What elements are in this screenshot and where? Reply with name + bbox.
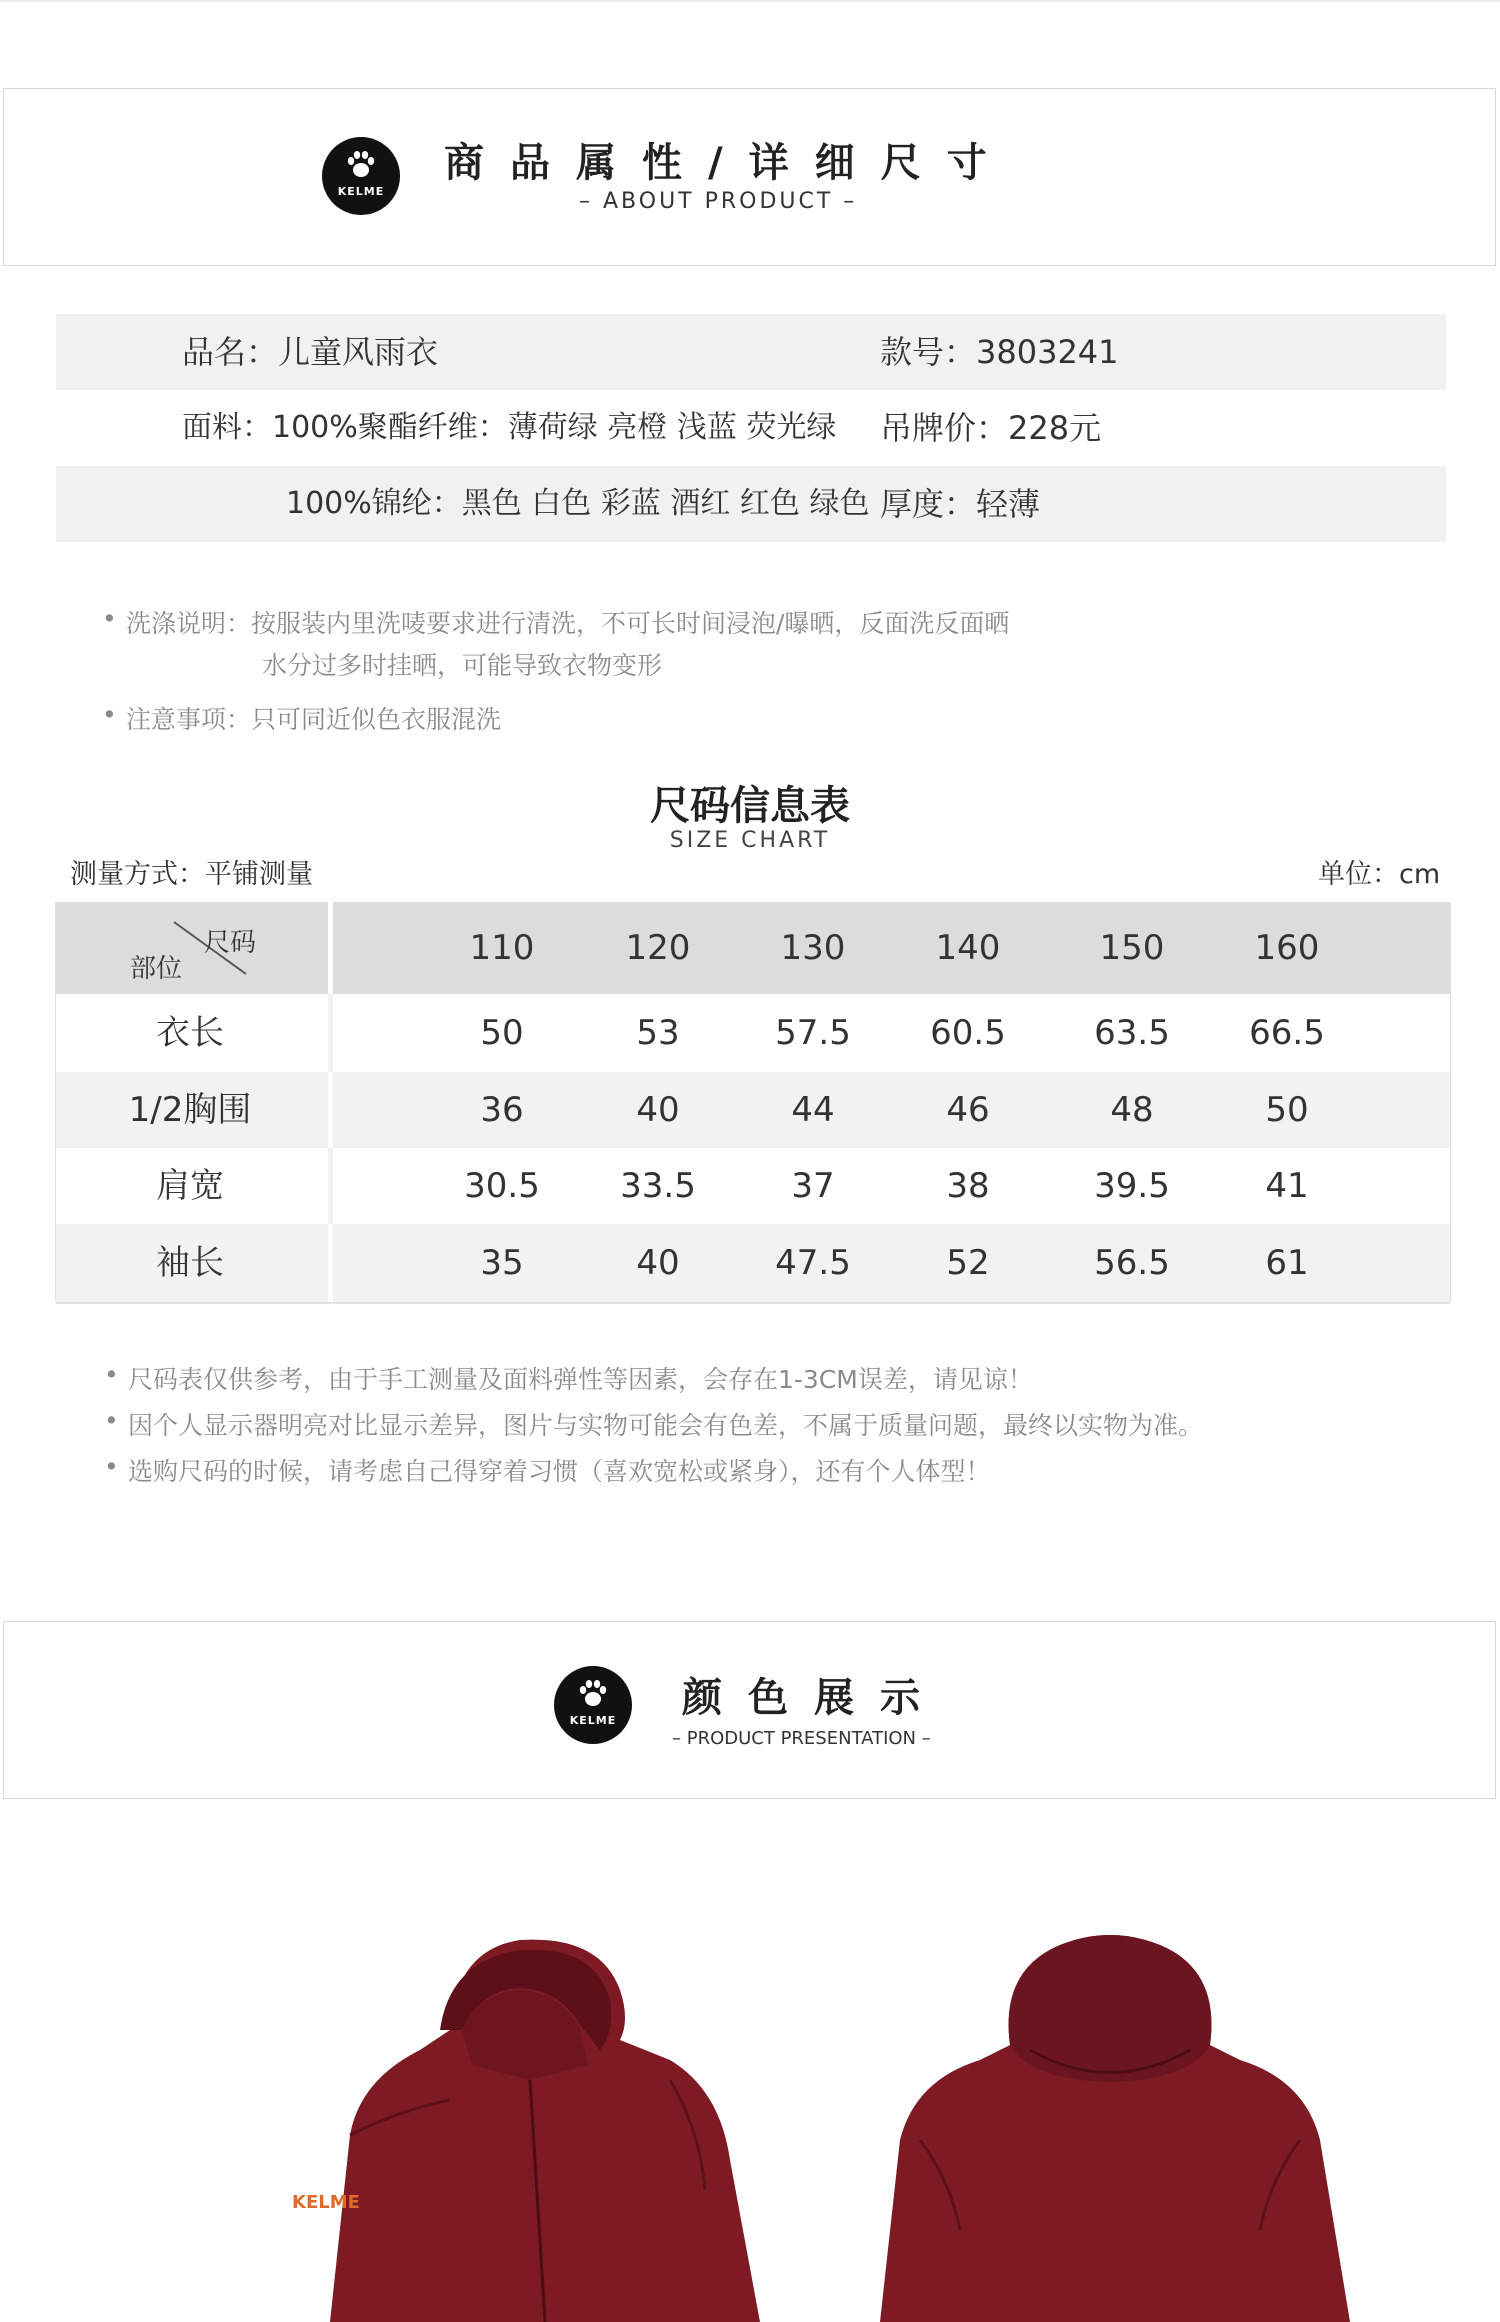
jacket-chest-logo: KELME [292,2192,360,2213]
wash-instructions-cont: 水分过多时挂晒，可能导致衣物变形 [262,651,663,680]
column-separator [328,994,333,1072]
color-display-header [3,1621,1496,1799]
row-label: 肩宽 [156,1166,224,1206]
table-cell: 53 [636,1013,680,1053]
jacket-front-image [200,1930,800,2322]
size-header-cell: 160 [1254,928,1320,968]
size-chart-title: 尺码信息表 [650,783,850,829]
table-cell: 56.5 [1094,1243,1170,1283]
table-cell: 47.5 [775,1243,851,1283]
table-cell: 46 [946,1090,990,1130]
bullet-dot: • [104,1452,119,1481]
product-fabric-2: 100%锦纶：黑色 白色 彩蓝 酒红 红色 绿色 [286,486,870,521]
table-cell: 61 [1265,1243,1309,1283]
disclaimer-item: 尺码表仅供参考，由于手工测量及面料弹性等因素，会存在1-3CM误差，请见谅！ [128,1365,1033,1394]
size-header-cell: 130 [780,928,846,968]
logo-text: KELME [337,185,385,198]
size-header-cell: 120 [625,928,691,968]
wash-instructions: 洗涤说明：按服装内里洗唛要求进行清洗，不可长时间浸泡/曝晒，反面洗反面晒 [126,609,1010,638]
table-cell: 57.5 [775,1013,851,1053]
table-cell: 40 [636,1243,680,1283]
info-row-fabric-2 [56,466,1446,542]
row-label: 1/2胸围 [128,1090,252,1130]
disclaimer-item: 因个人显示器明亮对比显示差异，图片与实物可能会有色差，不属于质量问题，最终以实物为准。 [128,1411,1204,1440]
table-cell: 60.5 [930,1013,1006,1053]
table-cell: 41 [1265,1166,1309,1206]
table-cell: 50 [1265,1090,1309,1130]
table-cell: 36 [480,1090,524,1130]
column-separator [328,902,333,994]
measure-method: 测量方式：平铺测量 [70,859,313,890]
kelme-logo [322,137,400,215]
corner-diagonal [56,902,328,994]
table-left-border [55,902,56,1302]
unit-label: 单位：cm [1318,859,1441,890]
table-cell: 44 [791,1090,835,1130]
about-product-header [3,88,1496,266]
corner-size-label: 尺码 [204,928,257,958]
table-row [56,1072,1450,1148]
disclaimer-item: 选购尺码的时候，请考虑自己得穿着习惯（喜欢宽松或紧身），还有个人体型！ [128,1457,991,1486]
table-cell: 30.5 [464,1166,540,1206]
info-row-name [56,314,1446,390]
table-cell: 33.5 [620,1166,696,1206]
bullet-dot: • [104,1406,119,1435]
top-divider [0,0,1500,2]
paw-icon [345,149,377,181]
product-fabric-1: 面料：100%聚酯纤维：薄荷绿 亮橙 浅蓝 荧光绿 [182,410,837,445]
table-cell: 37 [791,1166,835,1206]
size-header-cell: 110 [469,928,535,968]
table-cell: 52 [946,1243,990,1283]
caution-note: 注意事项：只可同近似色衣服混洗 [126,705,502,734]
column-separator [328,1072,333,1148]
table-cell: 35 [480,1243,524,1283]
logo-text: KELME [569,1714,617,1727]
table-row [56,1148,1450,1224]
table-cell: 48 [1110,1090,1154,1130]
size-chart-subtitle: SIZE CHART [669,828,831,853]
bullet-dot: • [104,1360,119,1389]
kelme-logo [554,1666,632,1744]
table-cell: 38 [946,1166,990,1206]
table-header-row [56,902,1450,994]
size-header-cell: 150 [1099,928,1165,968]
product-price: 吊牌价：228元 [880,409,1102,447]
corner-part-label: 部位 [130,954,183,984]
paw-icon [577,1678,609,1710]
table-right-border [1450,902,1451,1302]
table-cell: 39.5 [1094,1166,1170,1206]
product-sku: 款号：3803241 [880,333,1119,371]
row-label: 衣长 [156,1013,224,1053]
section-subtitle: – ABOUT PRODUCT – [579,189,858,214]
column-separator [328,1148,333,1224]
table-cell: 66.5 [1249,1013,1325,1053]
jacket-back-image [860,1930,1380,2322]
info-row-fabric [56,390,1446,466]
row-label: 袖长 [156,1243,224,1283]
size-header-cell: 140 [935,928,1001,968]
product-name: 品名：儿童风雨衣 [182,333,439,371]
bullet-dot: • [102,700,117,729]
column-separator [328,1224,333,1302]
table-row [56,1224,1450,1304]
bullet-dot: • [102,604,117,633]
table-row [56,994,1450,1072]
section-title: 商品属性/详细尺寸 [444,140,1013,186]
section-title: 颜色展示 [682,1675,946,1721]
table-cell: 63.5 [1094,1013,1170,1053]
table-cell: 40 [636,1090,680,1130]
product-thickness: 厚度：轻薄 [880,485,1041,523]
table-cell: 50 [480,1013,524,1053]
section-subtitle: – PRODUCT PRESENTATION – [672,1728,931,1749]
